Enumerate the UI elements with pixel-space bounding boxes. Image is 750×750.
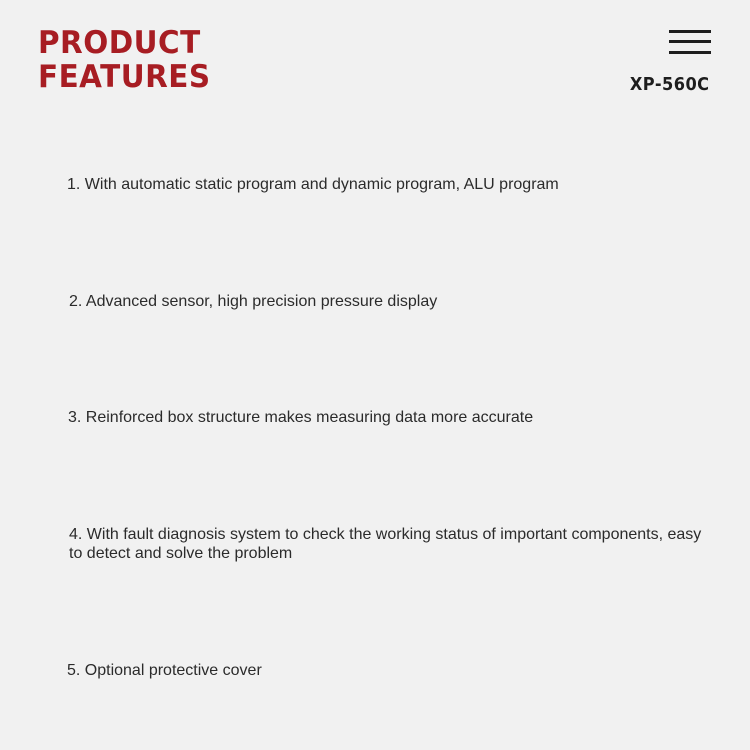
feature-item-4: 4. With fault diagnosis system to check the working status of important components, easy to detect and solve the problem: [69, 526, 702, 562]
feature-item-1: 1. With automatic static program and dynamic program, ALU program: [67, 176, 559, 193]
page-title-line-2: FEATURES: [38, 59, 211, 95]
feature-item-3: 3. Reinforced box structure makes measuring data more accurate: [68, 409, 534, 426]
menu-bar-middle: [669, 40, 711, 43]
page-title: [38, 26, 211, 94]
menu-bar-top: [669, 30, 711, 33]
page-title-line-1: PRODUCT: [38, 25, 201, 61]
menu-bar-bottom: [669, 51, 711, 54]
feature-item-2: 2. Advanced sensor, high precision pressure display: [69, 293, 438, 310]
hamburger-menu-icon[interactable]: [669, 30, 711, 56]
model-number: XP-560C: [630, 74, 710, 95]
feature-item-5: 5. Optional protective cover: [67, 662, 262, 679]
